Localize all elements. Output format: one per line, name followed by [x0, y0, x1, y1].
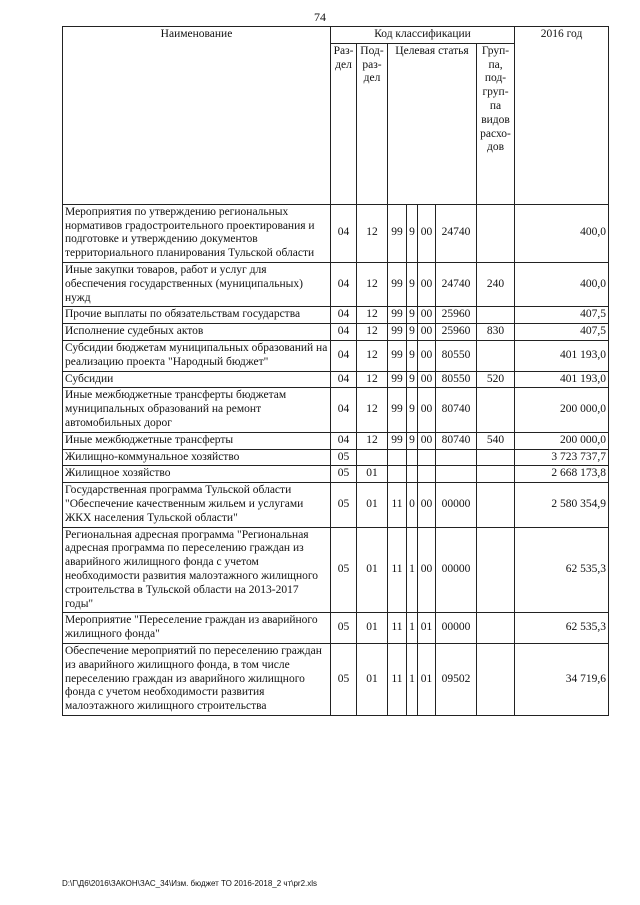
row-podrazdel: 12: [357, 204, 388, 262]
row-name: Субсидии: [63, 371, 331, 388]
table-row: [63, 432, 609, 449]
row-direction-code: 80740: [436, 388, 477, 432]
row-podrazdel: 12: [357, 388, 388, 432]
row-amount: 200 000,0: [515, 388, 609, 432]
row-expense-group: [477, 340, 515, 371]
row-event-code: [418, 449, 436, 466]
table-row: [63, 262, 609, 306]
row-expense-group: [477, 527, 515, 613]
page-number: 74: [314, 10, 326, 24]
row-expense-group: 520: [477, 371, 515, 388]
row-name: Иные межбюджетные трансферты бюджетам муниципальных образований на ремонт автомобильных дорог: [63, 388, 331, 432]
table-row: [63, 340, 609, 371]
row-program-code: 11: [388, 613, 407, 644]
row-razdel: 04: [331, 340, 357, 371]
row-razdel: 04: [331, 324, 357, 341]
table-row: [63, 527, 609, 613]
row-razdel: 04: [331, 371, 357, 388]
row-program-code: 99: [388, 340, 407, 371]
header-name: Наименование: [63, 27, 331, 205]
budget-table: [62, 26, 609, 716]
row-podrazdel: 01: [357, 483, 388, 527]
row-name: Иные межбюджетные трансферты: [63, 432, 331, 449]
row-program-code: 99: [388, 324, 407, 341]
row-event-code: 00: [418, 527, 436, 613]
row-direction-code: 25960: [436, 307, 477, 324]
row-subprogram-code: 9: [407, 340, 418, 371]
row-subprogram-code: 1: [407, 643, 418, 715]
row-event-code: [418, 466, 436, 483]
table-row: [63, 466, 609, 483]
row-name: Субсидии бюджетам муниципальных образований на реализацию проекта "Народный бюджет": [63, 340, 331, 371]
row-expense-group: [477, 307, 515, 324]
row-amount: 400,0: [515, 204, 609, 262]
row-podrazdel: 01: [357, 643, 388, 715]
row-event-code: 00: [418, 371, 436, 388]
row-expense-group: [477, 204, 515, 262]
row-razdel: 04: [331, 388, 357, 432]
row-direction-code: 24740: [436, 204, 477, 262]
table-row: [63, 371, 609, 388]
row-expense-group: [477, 483, 515, 527]
row-amount: 407,5: [515, 307, 609, 324]
row-subprogram-code: 9: [407, 204, 418, 262]
row-direction-code: 80550: [436, 371, 477, 388]
row-amount: 62 535,3: [515, 613, 609, 644]
row-razdel: 05: [331, 643, 357, 715]
table-row: [63, 643, 609, 715]
row-amount: 2 580 354,9: [515, 483, 609, 527]
row-amount: 3 723 737,7: [515, 449, 609, 466]
table-row: [63, 204, 609, 262]
table-body: [63, 204, 609, 715]
row-program-code: 11: [388, 527, 407, 613]
row-event-code: 00: [418, 307, 436, 324]
row-direction-code: [436, 466, 477, 483]
header-target: Целевая статья: [388, 43, 477, 204]
row-podrazdel: 12: [357, 432, 388, 449]
row-event-code: 00: [418, 324, 436, 341]
row-subprogram-code: 9: [407, 307, 418, 324]
row-razdel: 05: [331, 613, 357, 644]
row-direction-code: 00000: [436, 613, 477, 644]
row-podrazdel: 12: [357, 307, 388, 324]
row-razdel: 04: [331, 262, 357, 306]
row-program-code: 11: [388, 483, 407, 527]
row-subprogram-code: 0: [407, 483, 418, 527]
row-name: Жилищно-коммунальное хозяйство: [63, 449, 331, 466]
row-program-code: 99: [388, 432, 407, 449]
row-subprogram-code: 9: [407, 371, 418, 388]
row-program-code: 99: [388, 371, 407, 388]
row-event-code: 00: [418, 262, 436, 306]
row-amount: 401 193,0: [515, 371, 609, 388]
file-path-footer: D:\Г\Д6\2016\ЗАКОН\ЗАС_34\Изм. бюджет ТО 2016-2018_2 чт\pr2.xls: [62, 879, 318, 888]
header-group: Груп- па, под- груп- па видов расхо- дов: [477, 43, 515, 204]
header-razdel: Раз- дел: [331, 43, 357, 204]
row-podrazdel: 12: [357, 262, 388, 306]
row-expense-group: [477, 449, 515, 466]
row-amount: 401 193,0: [515, 340, 609, 371]
row-podrazdel: 01: [357, 466, 388, 483]
row-subprogram-code: 9: [407, 388, 418, 432]
header-classification: Код классификации: [331, 27, 515, 44]
row-direction-code: 00000: [436, 483, 477, 527]
row-podrazdel: 01: [357, 527, 388, 613]
row-amount: 400,0: [515, 262, 609, 306]
row-razdel: 04: [331, 204, 357, 262]
table-row: [63, 388, 609, 432]
row-event-code: 00: [418, 340, 436, 371]
row-razdel: 04: [331, 307, 357, 324]
header-podrazdel: Под- раз- дел: [357, 43, 388, 204]
row-razdel: 05: [331, 466, 357, 483]
row-expense-group: [477, 613, 515, 644]
row-expense-group: [477, 466, 515, 483]
row-name: Исполнение судебных актов: [63, 324, 331, 341]
row-podrazdel: 12: [357, 324, 388, 341]
row-razdel: 05: [331, 527, 357, 613]
row-direction-code: 24740: [436, 262, 477, 306]
row-direction-code: 25960: [436, 324, 477, 341]
row-amount: 407,5: [515, 324, 609, 341]
row-razdel: 05: [331, 449, 357, 466]
header-year: 2016 год: [515, 27, 609, 205]
row-amount: 34 719,6: [515, 643, 609, 715]
header-row: [63, 27, 609, 44]
row-expense-group: 540: [477, 432, 515, 449]
row-podrazdel: 01: [357, 613, 388, 644]
row-event-code: 00: [418, 204, 436, 262]
row-expense-group: [477, 643, 515, 715]
table-row: [63, 613, 609, 644]
row-subprogram-code: 1: [407, 527, 418, 613]
row-amount: 2 668 173,8: [515, 466, 609, 483]
row-direction-code: 80740: [436, 432, 477, 449]
row-expense-group: [477, 388, 515, 432]
row-subprogram-code: 9: [407, 324, 418, 341]
row-podrazdel: 12: [357, 340, 388, 371]
row-name: Мероприятия по утверждению региональных нормативов градостроительного проектирования и подготовке и утверждению документов территориального планирования Тульской области: [63, 204, 331, 262]
row-event-code: 01: [418, 613, 436, 644]
row-name: Прочие выплаты по обязательствам государства: [63, 307, 331, 324]
row-subprogram-code: [407, 449, 418, 466]
row-program-code: 11: [388, 643, 407, 715]
row-direction-code: 09502: [436, 643, 477, 715]
row-direction-code: 80550: [436, 340, 477, 371]
row-name: Жилищное хозяйство: [63, 466, 331, 483]
row-program-code: [388, 466, 407, 483]
table-row: [63, 307, 609, 324]
row-subprogram-code: 9: [407, 262, 418, 306]
row-direction-code: 00000: [436, 527, 477, 613]
row-program-code: 99: [388, 388, 407, 432]
row-subprogram-code: [407, 466, 418, 483]
row-program-code: 99: [388, 262, 407, 306]
row-expense-group: 830: [477, 324, 515, 341]
row-event-code: 00: [418, 483, 436, 527]
row-name: Мероприятие "Переселение граждан из аварийного жилищного фонда": [63, 613, 331, 644]
row-name: Обеспечение мероприятий по переселению граждан из аварийного жилищного фонда, в том числе переселению граждан из аварийного жилищного фонда с учетом необходимости развития малоэтажного жилищного строительства: [63, 643, 331, 715]
table-row: [63, 449, 609, 466]
row-event-code: 00: [418, 388, 436, 432]
row-subprogram-code: 9: [407, 432, 418, 449]
row-name: Региональная адресная программа "Региональная адресная программа по переселению граждан из аварийного жилищного фонда с учетом необходимости развития малоэтажного жилищного строительства в Тульской области на 2013-2017 годы": [63, 527, 331, 613]
row-program-code: [388, 449, 407, 466]
row-program-code: 99: [388, 204, 407, 262]
row-podrazdel: [357, 449, 388, 466]
row-name: Государственная программа Тульской области "Обеспечение качественным жильем и услугами ЖКХ населения Тульской области": [63, 483, 331, 527]
row-razdel: 05: [331, 483, 357, 527]
row-amount: 62 535,3: [515, 527, 609, 613]
row-direction-code: [436, 449, 477, 466]
row-podrazdel: 12: [357, 371, 388, 388]
row-subprogram-code: 1: [407, 613, 418, 644]
row-program-code: 99: [388, 307, 407, 324]
row-name: Иные закупки товаров, работ и услуг для обеспечения государственных (муниципальных) нужд: [63, 262, 331, 306]
table-row: [63, 324, 609, 341]
table-row: [63, 483, 609, 527]
row-expense-group: 240: [477, 262, 515, 306]
row-event-code: 01: [418, 643, 436, 715]
row-razdel: 04: [331, 432, 357, 449]
row-event-code: 00: [418, 432, 436, 449]
row-amount: 200 000,0: [515, 432, 609, 449]
